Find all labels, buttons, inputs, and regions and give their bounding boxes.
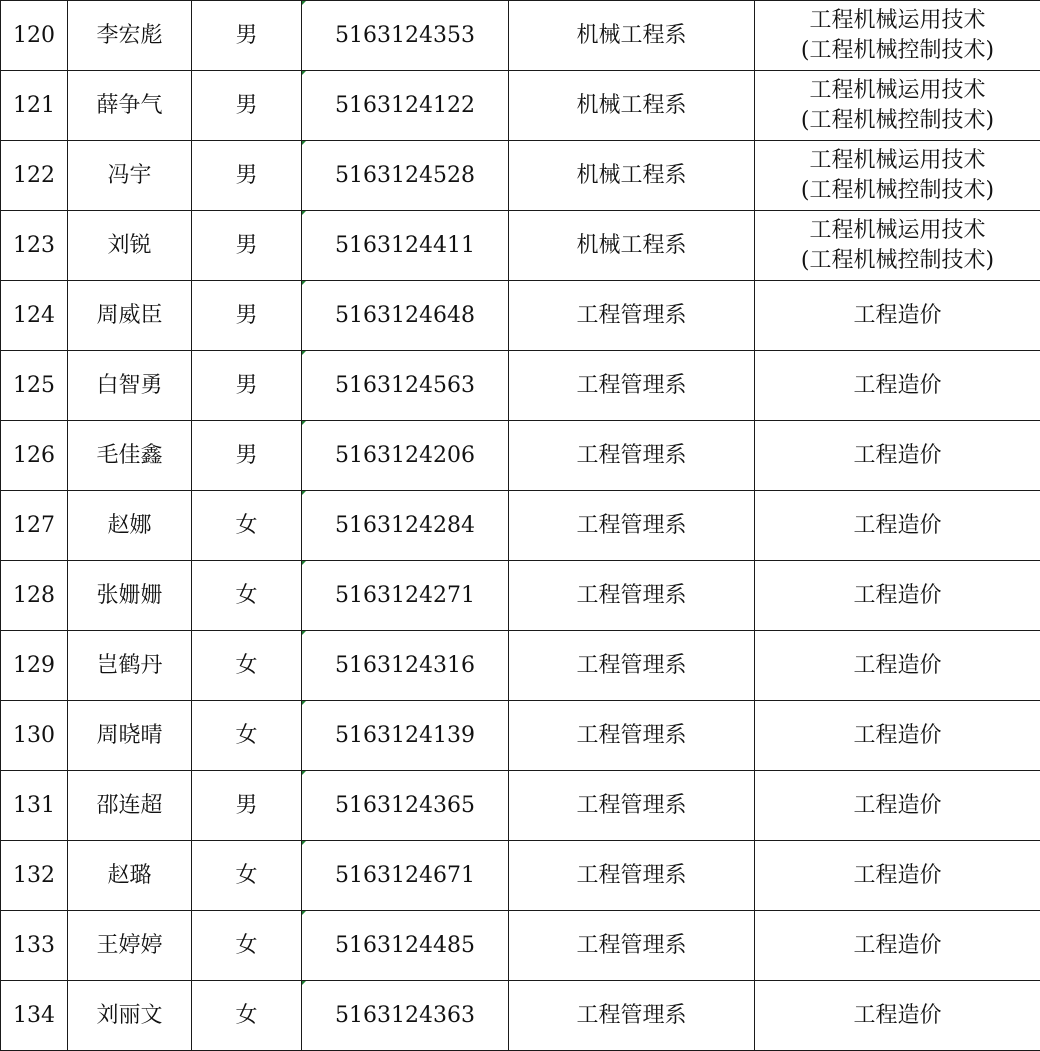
cell-student-id-text: 5163124316 [335, 652, 475, 678]
table-row [1, 211, 1040, 281]
cell-row-number-text: 126 [13, 442, 55, 468]
cell-major [755, 141, 1040, 211]
cell-department-text: 机械工程系 [576, 162, 687, 188]
cell-student-name [68, 141, 192, 211]
table-row [1, 841, 1040, 911]
cell-student-id [302, 211, 509, 281]
cell-student-id-text: 5163124411 [335, 232, 475, 258]
table-row [1, 281, 1040, 351]
major-line: (工程机械控制技术) [800, 247, 995, 273]
cell-department [509, 911, 755, 981]
cell-student-name-text: 毛佳鑫 [96, 442, 163, 468]
cell-department [509, 281, 755, 351]
cell-row-number [1, 141, 68, 211]
cell-student-name-text: 周威臣 [96, 302, 163, 328]
cell-corner-marker [302, 1, 306, 5]
major-line: 工程造价 [853, 652, 942, 678]
major-line: 工程造价 [853, 302, 942, 328]
cell-student-name [68, 771, 192, 841]
cell-major [755, 1, 1040, 71]
major-line: 工程造价 [853, 722, 942, 748]
cell-student-id [302, 141, 509, 211]
table-row [1, 911, 1040, 981]
cell-student-id-text: 5163124563 [335, 372, 475, 398]
cell-department [509, 561, 755, 631]
cell-student-name-text: 白智勇 [96, 372, 163, 398]
cell-major [755, 911, 1040, 981]
cell-student-id [302, 71, 509, 141]
cell-student-id [302, 351, 509, 421]
cell-gender-text: 男 [235, 442, 258, 468]
roster-body [1, 1, 1040, 1051]
cell-department-text: 工程管理系 [576, 302, 687, 328]
cell-corner-marker [302, 141, 306, 145]
cell-student-name-text: 刘丽文 [96, 1002, 163, 1028]
cell-gender-text: 男 [235, 92, 258, 118]
cell-gender [192, 981, 302, 1051]
cell-major [755, 211, 1040, 281]
cell-department-text: 工程管理系 [576, 932, 687, 958]
cell-department-text: 工程管理系 [576, 582, 687, 608]
cell-department [509, 841, 755, 911]
cell-student-id [302, 561, 509, 631]
cell-student-name [68, 981, 192, 1051]
cell-row-number-text: 125 [13, 372, 55, 398]
major-line: 工程造价 [853, 1002, 942, 1028]
table-row [1, 981, 1040, 1051]
cell-student-name [68, 421, 192, 491]
major-line: 工程造价 [853, 442, 942, 468]
cell-corner-marker [302, 771, 306, 775]
cell-student-id [302, 491, 509, 561]
cell-row-number-text: 131 [13, 792, 55, 818]
cell-row-number [1, 421, 68, 491]
cell-gender [192, 771, 302, 841]
cell-student-name [68, 491, 192, 561]
cell-student-name-text: 刘锐 [107, 232, 152, 258]
major-line: (工程机械控制技术) [800, 37, 995, 63]
cell-student-name-text: 李宏彪 [96, 22, 163, 48]
cell-student-id-text: 5163124139 [335, 722, 475, 748]
table-row [1, 561, 1040, 631]
cell-department-text: 工程管理系 [576, 722, 687, 748]
cell-student-name [68, 561, 192, 631]
cell-gender-text: 女 [235, 862, 258, 888]
cell-student-id-text: 5163124528 [335, 162, 475, 188]
cell-corner-marker [302, 211, 306, 215]
cell-student-name [68, 211, 192, 281]
cell-student-name-text: 邵连超 [96, 792, 163, 818]
cell-gender-text: 男 [235, 232, 258, 258]
cell-student-id-text: 5163124648 [335, 302, 475, 328]
cell-row-number-text: 122 [13, 162, 55, 188]
cell-row-number-text: 129 [13, 652, 55, 678]
cell-row-number [1, 561, 68, 631]
cell-corner-marker [302, 421, 306, 425]
cell-student-name-text: 薛争气 [96, 92, 163, 118]
cell-department [509, 71, 755, 141]
cell-corner-marker [302, 981, 306, 985]
cell-department-text: 机械工程系 [576, 92, 687, 118]
cell-major [755, 841, 1040, 911]
table-row [1, 701, 1040, 771]
cell-gender-text: 男 [235, 162, 258, 188]
cell-student-id [302, 701, 509, 771]
cell-row-number [1, 981, 68, 1051]
cell-student-id-text: 5163124271 [335, 582, 475, 608]
table-row [1, 491, 1040, 561]
cell-gender [192, 281, 302, 351]
cell-gender [192, 631, 302, 701]
table-row [1, 1, 1040, 71]
major-line: 工程造价 [853, 932, 942, 958]
table-row [1, 771, 1040, 841]
cell-gender-text: 男 [235, 22, 258, 48]
cell-department [509, 771, 755, 841]
cell-gender [192, 701, 302, 771]
cell-department [509, 631, 755, 701]
cell-row-number [1, 491, 68, 561]
cell-row-number-text: 127 [13, 512, 55, 538]
cell-row-number-text: 133 [13, 932, 55, 958]
cell-gender-text: 男 [235, 372, 258, 398]
cell-row-number-text: 130 [13, 722, 55, 748]
cell-major [755, 281, 1040, 351]
cell-student-id [302, 421, 509, 491]
cell-student-id-text: 5163124485 [335, 932, 475, 958]
cell-row-number-text: 120 [13, 22, 55, 48]
cell-student-id-text: 5163124365 [335, 792, 475, 818]
cell-department-text: 工程管理系 [576, 442, 687, 468]
cell-department-text: 机械工程系 [576, 232, 687, 258]
cell-row-number-text: 123 [13, 232, 55, 258]
cell-student-name [68, 281, 192, 351]
cell-student-name-text: 赵娜 [107, 512, 152, 538]
cell-row-number [1, 1, 68, 71]
cell-row-number [1, 351, 68, 421]
cell-student-name-text: 周晓晴 [96, 722, 163, 748]
cell-row-number [1, 631, 68, 701]
cell-gender [192, 141, 302, 211]
cell-student-name [68, 1, 192, 71]
cell-major [755, 981, 1040, 1051]
cell-department [509, 421, 755, 491]
cell-row-number-text: 134 [13, 1002, 55, 1028]
cell-gender-text: 女 [235, 722, 258, 748]
cell-row-number-text: 121 [13, 92, 55, 118]
cell-student-id [302, 281, 509, 351]
cell-department [509, 491, 755, 561]
cell-corner-marker [302, 631, 306, 635]
cell-department-text: 工程管理系 [576, 372, 687, 398]
cell-gender [192, 491, 302, 561]
major-line: 工程造价 [853, 792, 942, 818]
major-line: 工程机械运用技术 [809, 7, 986, 33]
cell-student-name-text: 冯宇 [107, 162, 152, 188]
cell-major [755, 701, 1040, 771]
cell-student-name [68, 351, 192, 421]
cell-student-id [302, 771, 509, 841]
cell-major [755, 421, 1040, 491]
cell-gender [192, 71, 302, 141]
cell-student-name-text: 王婷婷 [96, 932, 163, 958]
table-row [1, 631, 1040, 701]
cell-student-id-text: 5163124363 [335, 1002, 475, 1028]
cell-major [755, 491, 1040, 561]
cell-gender-text: 女 [235, 512, 258, 538]
major-line: (工程机械控制技术) [800, 177, 995, 203]
cell-gender [192, 351, 302, 421]
cell-department-text: 工程管理系 [576, 1002, 687, 1028]
major-line: 工程机械运用技术 [809, 217, 986, 243]
cell-department [509, 211, 755, 281]
cell-row-number [1, 841, 68, 911]
major-line: 工程机械运用技术 [809, 77, 986, 103]
cell-student-name [68, 841, 192, 911]
cell-department-text: 工程管理系 [576, 512, 687, 538]
major-line: 工程造价 [853, 862, 942, 888]
cell-row-number [1, 911, 68, 981]
cell-gender-text: 女 [235, 582, 258, 608]
cell-row-number [1, 281, 68, 351]
cell-gender-text: 女 [235, 652, 258, 678]
cell-corner-marker [302, 841, 306, 845]
cell-student-name-text: 岂鹤丹 [96, 652, 163, 678]
major-line: 工程造价 [853, 512, 942, 538]
cell-corner-marker [302, 561, 306, 565]
cell-student-id-text: 5163124122 [335, 92, 475, 118]
cell-row-number-text: 124 [13, 302, 55, 328]
cell-student-id-text: 5163124284 [335, 512, 475, 538]
cell-student-name-text: 张姗姗 [96, 582, 163, 608]
cell-major [755, 631, 1040, 701]
cell-corner-marker [302, 701, 306, 705]
cell-department-text: 工程管理系 [576, 862, 687, 888]
cell-student-id [302, 1, 509, 71]
cell-gender-text: 男 [235, 792, 258, 818]
cell-gender [192, 211, 302, 281]
cell-department [509, 701, 755, 771]
cell-corner-marker [302, 911, 306, 915]
major-line: 工程造价 [853, 372, 942, 398]
cell-gender [192, 561, 302, 631]
cell-student-name [68, 701, 192, 771]
cell-row-number-text: 128 [13, 582, 55, 608]
cell-row-number [1, 771, 68, 841]
cell-department [509, 351, 755, 421]
cell-row-number [1, 701, 68, 771]
cell-student-name [68, 71, 192, 141]
cell-department [509, 141, 755, 211]
cell-gender-text: 女 [235, 1002, 258, 1028]
cell-corner-marker [302, 351, 306, 355]
cell-corner-marker [302, 71, 306, 75]
cell-student-id [302, 841, 509, 911]
cell-gender-text: 男 [235, 302, 258, 328]
cell-major [755, 351, 1040, 421]
cell-student-id-text: 5163124671 [335, 862, 475, 888]
table-row [1, 141, 1040, 211]
cell-major [755, 561, 1040, 631]
cell-department [509, 981, 755, 1051]
cell-corner-marker [302, 491, 306, 495]
cell-department-text: 机械工程系 [576, 22, 687, 48]
cell-student-name-text: 赵璐 [107, 862, 152, 888]
cell-department-text: 工程管理系 [576, 792, 687, 818]
cell-corner-marker [302, 281, 306, 285]
cell-gender [192, 911, 302, 981]
cell-student-id-text: 5163124353 [335, 22, 475, 48]
table-row [1, 421, 1040, 491]
cell-gender-text: 女 [235, 932, 258, 958]
table-row [1, 71, 1040, 141]
cell-major [755, 771, 1040, 841]
cell-gender [192, 421, 302, 491]
cell-student-id [302, 911, 509, 981]
cell-gender [192, 1, 302, 71]
cell-row-number [1, 71, 68, 141]
cell-row-number [1, 211, 68, 281]
cell-department-text: 工程管理系 [576, 652, 687, 678]
cell-student-id [302, 631, 509, 701]
cell-gender [192, 841, 302, 911]
cell-student-name [68, 911, 192, 981]
cell-department [509, 1, 755, 71]
major-line: 工程造价 [853, 582, 942, 608]
table-row [1, 351, 1040, 421]
major-line: (工程机械控制技术) [800, 107, 995, 133]
cell-student-id-text: 5163124206 [335, 442, 475, 468]
cell-student-id [302, 981, 509, 1051]
cell-student-name [68, 631, 192, 701]
cell-row-number-text: 132 [13, 862, 55, 888]
major-line: 工程机械运用技术 [809, 147, 986, 173]
cell-major [755, 71, 1040, 141]
